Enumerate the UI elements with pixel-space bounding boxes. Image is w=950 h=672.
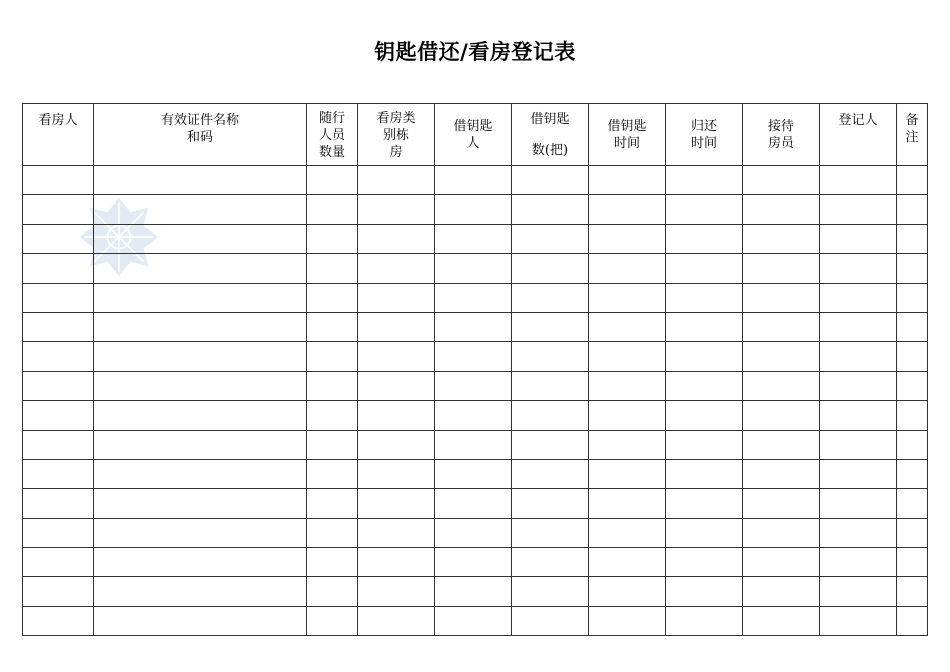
cell-house-type[interactable] — [358, 489, 435, 518]
cell-key-borrower[interactable] — [435, 489, 512, 518]
cell-viewer[interactable] — [23, 606, 94, 635]
cell-id-document[interactable] — [94, 166, 307, 195]
cell-remarks[interactable] — [897, 489, 928, 518]
cell-registrar[interactable] — [820, 459, 897, 488]
cell-companions[interactable] — [307, 518, 358, 547]
cell-registrar[interactable] — [820, 371, 897, 400]
cell-borrow-time[interactable] — [589, 489, 666, 518]
cell-viewer[interactable] — [23, 254, 94, 283]
cell-house-type[interactable] — [358, 606, 435, 635]
header-companions: 随行 人员 数量 — [307, 104, 358, 166]
cell-receptionist[interactable] — [743, 224, 820, 253]
cell-key-borrower[interactable] — [435, 548, 512, 577]
header-id-document: 有效证件名称 和码 — [94, 104, 307, 166]
header-remarks: 备 注 — [897, 104, 928, 166]
cell-remarks[interactable] — [897, 430, 928, 459]
cell-remarks[interactable] — [897, 577, 928, 606]
cell-key-count[interactable] — [512, 224, 589, 253]
cell-house-type[interactable] — [358, 430, 435, 459]
cell-companions[interactable] — [307, 166, 358, 195]
cell-receptionist[interactable] — [743, 489, 820, 518]
cell-borrow-time[interactable] — [589, 342, 666, 371]
cell-id-document[interactable] — [94, 224, 307, 253]
cell-id-document[interactable] — [94, 489, 307, 518]
cell-registrar[interactable] — [820, 606, 897, 635]
cell-borrow-time[interactable] — [589, 283, 666, 312]
cell-return-time[interactable] — [666, 283, 743, 312]
cell-receptionist[interactable] — [743, 401, 820, 430]
cell-key-count[interactable] — [512, 312, 589, 341]
cell-key-borrower[interactable] — [435, 312, 512, 341]
cell-id-document[interactable] — [94, 548, 307, 577]
cell-receptionist[interactable] — [743, 606, 820, 635]
cell-borrow-time[interactable] — [589, 254, 666, 283]
cell-companions[interactable] — [307, 254, 358, 283]
cell-key-borrower[interactable] — [435, 224, 512, 253]
cell-receptionist[interactable] — [743, 342, 820, 371]
cell-registrar[interactable] — [820, 548, 897, 577]
cell-house-type[interactable] — [358, 371, 435, 400]
header-registrar: 登记人 — [820, 104, 897, 166]
cell-return-time[interactable] — [666, 224, 743, 253]
cell-remarks[interactable] — [897, 166, 928, 195]
page-title: 钥匙借还/看房登记表 — [374, 40, 576, 64]
cell-key-count[interactable] — [512, 606, 589, 635]
cell-remarks[interactable] — [897, 195, 928, 224]
header-borrow-time: 借钥匙 时间 — [589, 104, 666, 166]
cell-borrow-time[interactable] — [589, 577, 666, 606]
cell-borrow-time[interactable] — [589, 430, 666, 459]
cell-viewer[interactable] — [23, 195, 94, 224]
cell-registrar[interactable] — [820, 401, 897, 430]
cell-house-type[interactable] — [358, 548, 435, 577]
cell-key-borrower[interactable] — [435, 577, 512, 606]
cell-key-borrower[interactable] — [435, 166, 512, 195]
cell-viewer[interactable] — [23, 459, 94, 488]
table-row — [23, 401, 928, 430]
cell-remarks[interactable] — [897, 371, 928, 400]
cell-viewer[interactable] — [23, 283, 94, 312]
cell-return-time[interactable] — [666, 166, 743, 195]
cell-registrar[interactable] — [820, 283, 897, 312]
cell-key-count[interactable] — [512, 254, 589, 283]
cell-receptionist[interactable] — [743, 518, 820, 547]
cell-companions[interactable] — [307, 548, 358, 577]
cell-key-borrower[interactable] — [435, 195, 512, 224]
cell-return-time[interactable] — [666, 254, 743, 283]
cell-registrar[interactable] — [820, 430, 897, 459]
table-row — [23, 518, 928, 547]
cell-companions[interactable] — [307, 371, 358, 400]
cell-receptionist[interactable] — [743, 548, 820, 577]
cell-companions[interactable] — [307, 195, 358, 224]
cell-receptionist[interactable] — [743, 459, 820, 488]
cell-return-time[interactable] — [666, 548, 743, 577]
cell-companions[interactable] — [307, 430, 358, 459]
cell-remarks[interactable] — [897, 254, 928, 283]
header-receptionist: 接待 房员 — [743, 104, 820, 166]
cell-return-time[interactable] — [666, 459, 743, 488]
cell-registrar[interactable] — [820, 195, 897, 224]
cell-key-borrower[interactable] — [435, 254, 512, 283]
cell-house-type[interactable] — [358, 401, 435, 430]
cell-companions[interactable] — [307, 283, 358, 312]
cell-companions[interactable] — [307, 606, 358, 635]
cell-remarks[interactable] — [897, 224, 928, 253]
table-row — [23, 195, 928, 224]
cell-receptionist[interactable] — [743, 166, 820, 195]
cell-registrar[interactable] — [820, 254, 897, 283]
cell-remarks[interactable] — [897, 342, 928, 371]
cell-key-count[interactable] — [512, 283, 589, 312]
cell-id-document[interactable] — [94, 401, 307, 430]
cell-key-count[interactable] — [512, 342, 589, 371]
cell-house-type[interactable] — [358, 166, 435, 195]
cell-id-document[interactable] — [94, 342, 307, 371]
cell-key-count[interactable] — [512, 371, 589, 400]
cell-key-count[interactable] — [512, 401, 589, 430]
table-row — [23, 342, 928, 371]
cell-house-type[interactable] — [358, 459, 435, 488]
cell-companions[interactable] — [307, 489, 358, 518]
cell-house-type[interactable] — [358, 312, 435, 341]
cell-receptionist[interactable] — [743, 371, 820, 400]
cell-borrow-time[interactable] — [589, 195, 666, 224]
table-row — [23, 459, 928, 488]
cell-key-count[interactable] — [512, 577, 589, 606]
table-row — [23, 312, 928, 341]
cell-house-type[interactable] — [358, 195, 435, 224]
header-house-type: 看房类 别栋 房 — [358, 104, 435, 166]
cell-key-borrower[interactable] — [435, 518, 512, 547]
table-row — [23, 254, 928, 283]
cell-key-count[interactable] — [512, 195, 589, 224]
cell-registrar[interactable] — [820, 224, 897, 253]
cell-receptionist[interactable] — [743, 430, 820, 459]
cell-return-time[interactable] — [666, 489, 743, 518]
cell-registrar[interactable] — [820, 518, 897, 547]
cell-key-count[interactable] — [512, 518, 589, 547]
cell-remarks[interactable] — [897, 606, 928, 635]
cell-key-borrower[interactable] — [435, 342, 512, 371]
cell-return-time[interactable] — [666, 401, 743, 430]
cell-remarks[interactable] — [897, 459, 928, 488]
cell-viewer[interactable] — [23, 489, 94, 518]
cell-viewer[interactable] — [23, 166, 94, 195]
cell-remarks[interactable] — [897, 312, 928, 341]
cell-viewer[interactable] — [23, 224, 94, 253]
cell-house-type[interactable] — [358, 518, 435, 547]
cell-return-time[interactable] — [666, 606, 743, 635]
cell-key-borrower[interactable] — [435, 606, 512, 635]
cell-key-borrower[interactable] — [435, 401, 512, 430]
cell-id-document[interactable] — [94, 195, 307, 224]
cell-borrow-time[interactable] — [589, 606, 666, 635]
cell-key-borrower[interactable] — [435, 459, 512, 488]
header-key-count: 借钥匙 数(把) — [512, 104, 589, 166]
cell-key-count[interactable] — [512, 430, 589, 459]
cell-remarks[interactable] — [897, 401, 928, 430]
cell-companions[interactable] — [307, 577, 358, 606]
table-body — [23, 166, 928, 636]
cell-return-time[interactable] — [666, 577, 743, 606]
cell-registrar[interactable] — [820, 342, 897, 371]
cell-borrow-time[interactable] — [589, 459, 666, 488]
cell-remarks[interactable] — [897, 548, 928, 577]
table-row — [23, 489, 928, 518]
cell-companions[interactable] — [307, 224, 358, 253]
cell-borrow-time[interactable] — [589, 401, 666, 430]
cell-borrow-time[interactable] — [589, 518, 666, 547]
cell-viewer[interactable] — [23, 401, 94, 430]
registration-table — [22, 103, 928, 636]
table-row — [23, 283, 928, 312]
cell-borrow-time[interactable] — [589, 548, 666, 577]
cell-registrar[interactable] — [820, 489, 897, 518]
cell-receptionist[interactable] — [743, 254, 820, 283]
table-row — [23, 371, 928, 400]
cell-viewer[interactable] — [23, 430, 94, 459]
cell-receptionist[interactable] — [743, 577, 820, 606]
cell-id-document[interactable] — [94, 577, 307, 606]
cell-registrar[interactable] — [820, 166, 897, 195]
cell-viewer[interactable] — [23, 518, 94, 547]
cell-borrow-time[interactable] — [589, 312, 666, 341]
cell-id-document[interactable] — [94, 518, 307, 547]
cell-remarks[interactable] — [897, 283, 928, 312]
cell-viewer[interactable] — [23, 342, 94, 371]
cell-key-count[interactable] — [512, 166, 589, 195]
cell-key-borrower[interactable] — [435, 371, 512, 400]
cell-return-time[interactable] — [666, 371, 743, 400]
table-row — [23, 606, 928, 635]
cell-companions[interactable] — [307, 459, 358, 488]
cell-viewer[interactable] — [23, 548, 94, 577]
cell-house-type[interactable] — [358, 342, 435, 371]
cell-registrar[interactable] — [820, 312, 897, 341]
cell-companions[interactable] — [307, 401, 358, 430]
cell-key-count[interactable] — [512, 459, 589, 488]
cell-id-document[interactable] — [94, 254, 307, 283]
cell-registrar[interactable] — [820, 577, 897, 606]
cell-return-time[interactable] — [666, 342, 743, 371]
cell-id-document[interactable] — [94, 312, 307, 341]
cell-key-count[interactable] — [512, 548, 589, 577]
header-return-time: 归还 时间 — [666, 104, 743, 166]
table-row — [23, 577, 928, 606]
cell-house-type[interactable] — [358, 254, 435, 283]
cell-borrow-time[interactable] — [589, 371, 666, 400]
cell-key-count[interactable] — [512, 489, 589, 518]
cell-borrow-time[interactable] — [589, 224, 666, 253]
cell-house-type[interactable] — [358, 283, 435, 312]
cell-remarks[interactable] — [897, 518, 928, 547]
cell-return-time[interactable] — [666, 430, 743, 459]
table-row — [23, 430, 928, 459]
cell-companions[interactable] — [307, 312, 358, 341]
cell-id-document[interactable] — [94, 430, 307, 459]
cell-receptionist[interactable] — [743, 283, 820, 312]
cell-key-borrower[interactable] — [435, 283, 512, 312]
cell-viewer[interactable] — [23, 312, 94, 341]
cell-viewer[interactable] — [23, 371, 94, 400]
cell-house-type[interactable] — [358, 577, 435, 606]
cell-house-type[interactable] — [358, 224, 435, 253]
cell-id-document[interactable] — [94, 283, 307, 312]
cell-receptionist[interactable] — [743, 195, 820, 224]
cell-borrow-time[interactable] — [589, 166, 666, 195]
table-row — [23, 224, 928, 253]
cell-id-document[interactable] — [94, 606, 307, 635]
cell-receptionist[interactable] — [743, 312, 820, 341]
cell-return-time[interactable] — [666, 312, 743, 341]
table-row — [23, 548, 928, 577]
cell-return-time[interactable] — [666, 518, 743, 547]
header-viewer: 看房人 — [23, 104, 94, 166]
cell-return-time[interactable] — [666, 195, 743, 224]
cell-companions[interactable] — [307, 342, 358, 371]
cell-key-borrower[interactable] — [435, 430, 512, 459]
cell-id-document[interactable] — [94, 371, 307, 400]
cell-id-document[interactable] — [94, 459, 307, 488]
header-key-borrower: 借钥匙 人 — [435, 104, 512, 166]
header-row — [23, 104, 928, 166]
cell-viewer[interactable] — [23, 577, 94, 606]
table-row — [23, 166, 928, 195]
